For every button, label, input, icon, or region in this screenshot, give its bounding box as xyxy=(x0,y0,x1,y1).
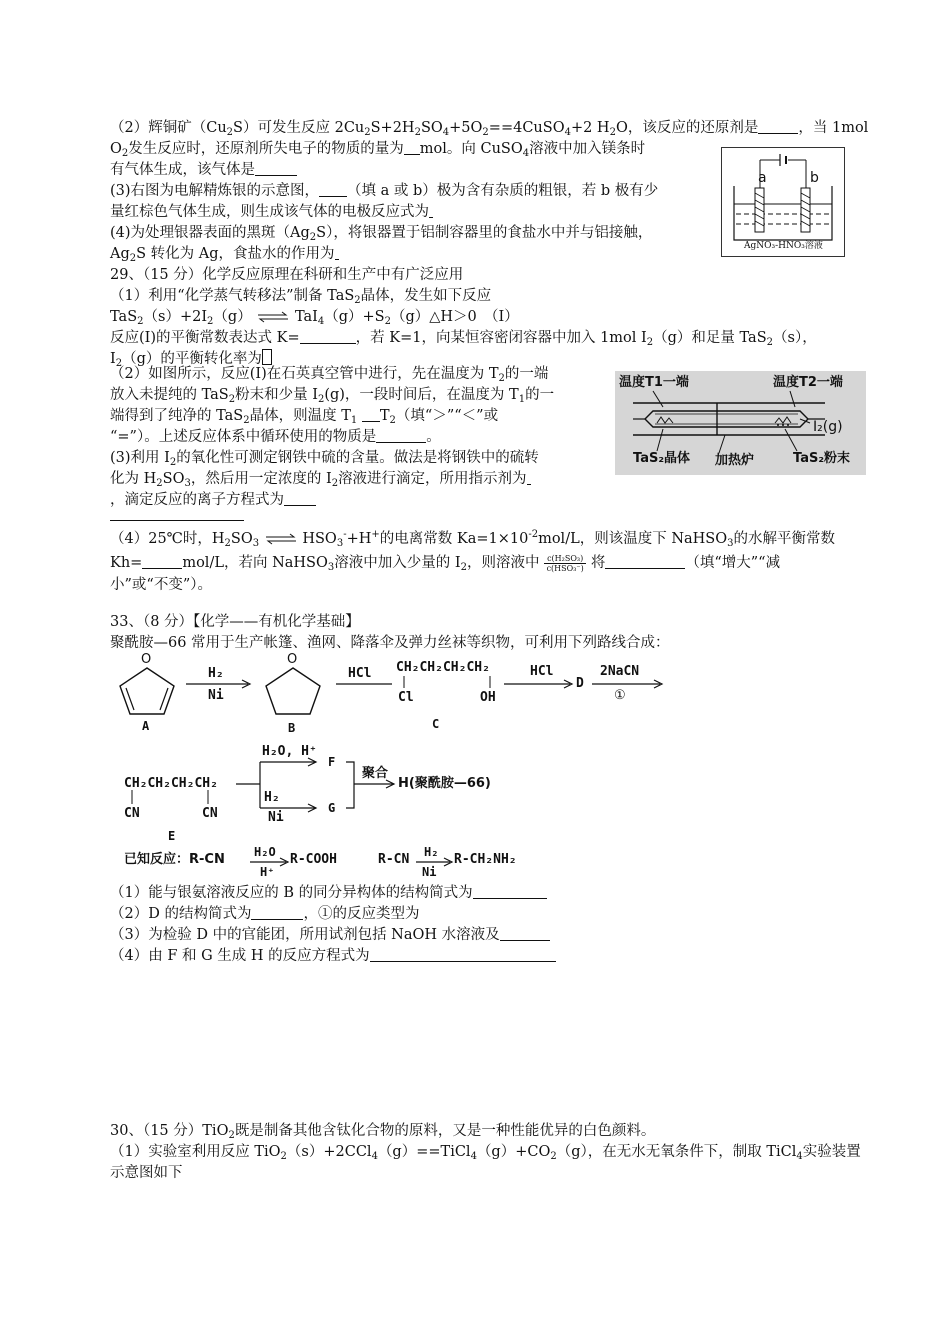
q28-line1: （2）辉铜矿$(Cu_2S)$可发生反应 $2Cu_2S+2H_2SO_4+5O_2==4CuSO_4+2$ $H_2O$，该反应的还原剂是 ，当 1mol xyxy=(110,120,869,138)
q29-p3-l3: ，滴定反应的离子方程式为 xyxy=(110,490,316,510)
blank-electron-moles[interactable] xyxy=(404,140,420,155)
compound-E-chain: CH₂CH₂CH₂CH₂ xyxy=(124,776,218,791)
q29-p2-l1: （2）如图所示，反应(I)在石英真空管中进行，先在温度为 $T_2$的一端 xyxy=(110,366,549,384)
reagent-ni: Ni xyxy=(208,688,224,703)
blank-d-structure[interactable] xyxy=(251,905,303,920)
q28-line4: (3)右图为电解精炼银的示意图， （填 a 或 b）极为含有杂质的粗银，若 b 极有少 xyxy=(110,183,659,199)
blank-kh[interactable] xyxy=(142,554,182,569)
compound-C-cl: Cl xyxy=(398,690,414,705)
synthesis-route xyxy=(110,650,870,880)
compound-D: D xyxy=(576,676,584,691)
q29-p4-l3: 小”或“不变”）。 xyxy=(110,577,212,593)
reagent-h2: H₂ xyxy=(208,666,224,681)
reagent-h2o-h: H₂O, H⁺ xyxy=(262,744,317,759)
blank-cycled-substance[interactable] xyxy=(376,428,426,443)
blank-electrode-eq[interactable] xyxy=(429,203,433,218)
fig-furnace-label: 加热炉 xyxy=(715,453,755,468)
q28-line3: 有气体生成，该气体是 xyxy=(110,160,297,180)
q33-q4: （4）由 F 和 G 生成 H 的反应方程式为 xyxy=(110,946,556,966)
cell-solution-label: AgNO₃-HNO₃溶液 xyxy=(744,241,823,251)
q29-k-line2: $I_2(g)$的平衡转化率为 xyxy=(110,349,272,369)
reagent-hcl-1: HCl xyxy=(348,666,372,681)
q29-equation: $TaS_2(s)+2I_2(g)$ $TaI_4(g)+S_2(g)\triangle H>0$ （I） xyxy=(110,309,519,327)
known-product-2: R-CH₂NH₂ xyxy=(454,852,517,867)
known-reaction-2-left: R-CN xyxy=(378,852,410,867)
q30-title: 30、（15 分）TiO$_2$既是制备其他含钛化合物的原料，又是一种性能优异的白色颜料。 xyxy=(110,1123,656,1141)
reagent-hcl-2: HCl xyxy=(530,664,554,679)
blank-reagents[interactable] xyxy=(500,926,550,941)
label-E: E xyxy=(168,829,176,843)
reagent-nacn: 2NaCN xyxy=(600,664,640,679)
q29-p2-l4: “=”）。上述反应体系中循环使用的物质是 。 xyxy=(110,429,441,445)
blank-gas[interactable] xyxy=(255,161,297,176)
label-B: B xyxy=(288,721,296,735)
q29-title: 29、（15 分）化学反应原理在科研和生产中有广泛应用 xyxy=(110,267,464,283)
blank-ionic-equation-cont[interactable] xyxy=(110,520,244,521)
equilibrium-arrow-icon xyxy=(256,311,290,323)
reagent-ni-g: Ni xyxy=(268,810,284,825)
fig-i2-label: I₂(g) xyxy=(813,419,843,435)
blank-indicator[interactable] xyxy=(527,470,531,485)
q29-k-line: 反应(I)的平衡常数表达式 K= ，若 K=1，向某恒容密闭容器中加入 1mol $I_2(g)$和足量 TaS$_2$（s）， xyxy=(110,330,817,348)
concentration-ratio: c(H₂SO₃) c(HSO₃⁻) xyxy=(544,554,586,573)
q33-q1: （1）能与银氨溶液反应的 B 的同分异构体的结构简式为 xyxy=(110,883,547,903)
fig-crystal-label: TaS₂晶体 xyxy=(633,451,691,466)
blank-ratio-change[interactable] xyxy=(605,554,685,569)
q30-l2: 示意图如下 xyxy=(110,1165,183,1181)
q29-p1: （1）利用“化学蒸气转移法”制备 TaS$_2$晶体，发生如下反应 xyxy=(110,288,492,306)
q33-intro: 聚酰胺—66 常用于生产帐篷、渔网、降落伞及弹力丝袜等织物，可利用下列路线合成： xyxy=(110,635,670,651)
blank-isomer[interactable] xyxy=(473,884,547,899)
blank-electrode[interactable] xyxy=(319,182,347,197)
electrolysis-figure xyxy=(721,147,845,257)
q29-p2-l3: 端得到了纯净的 TaS$_2$晶体，则温度 $T_1$ $T_2$（填“＞”“＜”或 xyxy=(110,408,499,426)
q30-l1: （1）实验室利用反应 $TiO_2(s)+2CCl_4(g)==TiCl_4(g)+CO_2(g)$，在无水无氧条件下，制取 TiCl$_4$实验装置 xyxy=(110,1144,861,1162)
q28-line6: (4)为处理银器表面的黑斑$(Ag_2S)$，将银器置于铝制容器里的食盐水中并与铝接触， xyxy=(110,225,653,243)
compound-G: G xyxy=(328,801,336,815)
furan-oxygen: O xyxy=(141,652,152,667)
compound-C-oh: OH xyxy=(480,690,496,705)
blank-reductant[interactable] xyxy=(758,119,798,134)
thf-oxygen: O xyxy=(287,652,298,667)
compound-F: F xyxy=(328,755,336,769)
blank-polymer-equation[interactable] xyxy=(370,947,556,962)
known-cond-2-top: H₂ xyxy=(424,845,439,859)
known-cond-1-top: H₂O xyxy=(254,845,276,859)
electrode-b-label: b xyxy=(810,170,819,186)
q29-p4-l2: Kh= mol/L，若向 NaHSO$_3$溶液中加入少量的 $I_2$，则溶液中 c(H₂SO₃) c(HSO₃⁻) 将 （填“增大”“减 xyxy=(110,553,781,573)
synthesis-route-diagram xyxy=(110,650,870,880)
blank-salt-role[interactable] xyxy=(335,245,339,260)
label-A: A xyxy=(142,719,150,733)
compound-E-cn1: CN xyxy=(124,806,140,821)
polymerize-label: 聚合 xyxy=(362,766,389,781)
fig-powder-label: TaS₂粉末 xyxy=(793,451,851,466)
known-cond-1-bot: H⁺ xyxy=(260,865,275,879)
q28-line7: $Ag_2S$ 转化为 Ag，食盐水的作用为 xyxy=(110,244,339,264)
reagent-h2-g: H₂ xyxy=(264,790,280,805)
blank-ionic-equation[interactable] xyxy=(284,491,316,506)
blank-temp-compare[interactable] xyxy=(362,407,380,422)
q29-p3-l2: 化为 $H_2SO_3$，然后用一定浓度的 $I_2$溶液进行滴定，所用指示剂为 xyxy=(110,469,531,489)
blank-conversion[interactable] xyxy=(262,349,272,365)
q29-p3-l1: (3)利用 $I_2$的氧化性可测定钢铁中硫的含量。做法是将钢铁中的硫转 xyxy=(110,450,539,468)
compound-C-chain: CH₂CH₂CH₂CH₂ xyxy=(396,660,490,675)
label-C: C xyxy=(432,717,440,731)
quartz-tube-figure xyxy=(615,371,866,475)
q28-line5: 量红棕色气体生成，则生成该气体的电极反应式为 xyxy=(110,202,433,222)
q33-title: 33、（8 分）【化学——有机化学基础】 xyxy=(110,614,360,630)
q29-p4-l1: （4）25℃时，$H_2SO_3$ $HSO_3^-+H^+$的电离常数 $Ka=1\times 10^{-2}mol/L$，则该温度下 NaHSO$_3$的水解平衡常数 xyxy=(110,529,835,549)
known-product-1: R-COOH xyxy=(290,852,337,867)
equilibrium-arrow-icon xyxy=(264,533,298,545)
electrode-a-label: a xyxy=(758,170,767,186)
product-H: H(聚酰胺—66) xyxy=(398,776,491,791)
step-1-marker: ① xyxy=(614,688,626,703)
fig-t2-label: 温度T2一端 xyxy=(773,375,843,390)
blank-k-expression[interactable] xyxy=(300,329,356,344)
q29-p2-l2: 放入未提纯的 TaS$_2$粉末和少量 $I_2(g)$，一段时间后，在温度为 $T_1$的一 xyxy=(110,387,555,405)
known-reaction-1-left: 已知反应：R-CN xyxy=(124,852,225,867)
q28-line2: $O_2$发生反应时，还原剂所失电子的物质的量为 mol。向 CuSO$_4$溶液中加入镁条时 xyxy=(110,141,646,159)
known-cond-2-bot: Ni xyxy=(422,865,437,879)
q33-q2: （2）D 的结构简式为 ，①的反应类型为 xyxy=(110,906,420,922)
q33-q3: （3）为检验 D 中的官能团，所用试剂包括 NaOH 水溶液及 xyxy=(110,925,550,945)
compound-E-cn2: CN xyxy=(202,806,218,821)
fig-t1-label: 温度T1一端 xyxy=(619,375,689,390)
